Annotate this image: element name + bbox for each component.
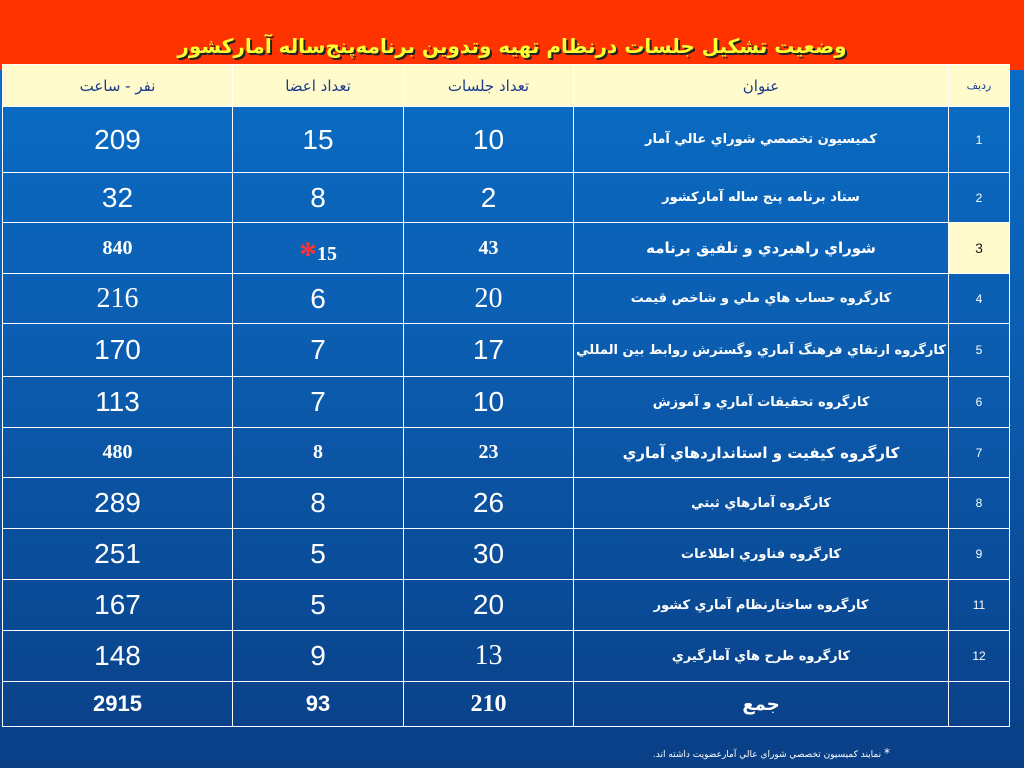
- cell-members: 9: [233, 631, 404, 682]
- cell-title: كارگروه ارتقاي فرهنگ آماري وگسترش روابط بين المللي: [574, 324, 949, 377]
- cell-rank: 9: [949, 529, 1010, 580]
- cell-title: كارگروه فناوري اطلاعات: [574, 529, 949, 580]
- cell-title: ستاد برنامه پنج ساله آماركشور: [574, 173, 949, 223]
- header-members: تعداد اعضا: [233, 65, 404, 107]
- cell-sessions: 20: [404, 274, 574, 324]
- footnote-text: نمايند كميسيون تخصصي شوراي عالي آمارعضويت داشته اند.: [652, 750, 882, 760]
- cell-hours: 480: [3, 428, 233, 478]
- cell-rank: 11: [949, 580, 1010, 631]
- cell-sessions: 2: [404, 173, 574, 223]
- cell-hours: 32: [3, 173, 233, 223]
- total-sessions: 210: [404, 682, 574, 727]
- cell-rank: 2: [949, 173, 1010, 223]
- table-row: [3, 529, 1010, 580]
- cell-hours: 209: [3, 107, 233, 173]
- cell-sessions: 20: [404, 580, 574, 631]
- cell-hours: 251: [3, 529, 233, 580]
- cell-hours: 170: [3, 324, 233, 377]
- cell-hours: 148: [3, 631, 233, 682]
- table-row: [3, 324, 1010, 377]
- cell-members: 15: [233, 107, 404, 173]
- cell-title: كارگروه تحقيقات آماري و آموزش: [574, 377, 949, 428]
- cell-rank: 6: [949, 377, 1010, 428]
- table-row: [3, 631, 1010, 682]
- cell-members: 7: [233, 377, 404, 428]
- cell-sessions: 26: [404, 478, 574, 529]
- table-row: [3, 377, 1010, 428]
- total-hours: 2915: [3, 682, 233, 727]
- cell-rank: 7: [949, 428, 1010, 478]
- cell-sessions: 10: [404, 107, 574, 173]
- cell-members: 7: [233, 324, 404, 377]
- total-members: 93: [233, 682, 404, 727]
- page-title: وضعيت تشكيل جلسات درنظام تهيه وتدوين برنامه‌پنج‌ساله آماركشور: [177, 34, 847, 58]
- cell-hours: 289: [3, 478, 233, 529]
- table-row: [3, 223, 1010, 274]
- table-row: [3, 173, 1010, 223]
- header-hours: نفر - ساعت: [3, 65, 233, 107]
- cell-title: شوراي راهبردي و تلفيق برنامه: [574, 223, 949, 274]
- total-rank-empty: [949, 682, 1010, 727]
- table-row: [3, 107, 1010, 173]
- header-subject: عنوان: [574, 65, 949, 107]
- cell-sessions: 17: [404, 324, 574, 377]
- sessions-table: [2, 64, 1010, 727]
- cell-title: كارگروه آمارهاي ثبتي: [574, 478, 949, 529]
- total-row: [3, 682, 1010, 727]
- cell-members: 8: [233, 478, 404, 529]
- cell-title: كارگروه طرح هاي آمارگيري: [574, 631, 949, 682]
- cell-members: 8: [233, 173, 404, 223]
- table-header-row: [3, 65, 1010, 107]
- header-sessions: تعداد جلسات: [404, 65, 574, 107]
- cell-title: كميسيون تخصصي شوراي عالي آمار: [574, 107, 949, 173]
- cell-members: 5: [233, 580, 404, 631]
- cell-sessions: 23: [404, 428, 574, 478]
- cell-members: 5: [233, 529, 404, 580]
- footnote-mark: *: [884, 746, 890, 760]
- cell-rank: 5: [949, 324, 1010, 377]
- cell-members: 8: [233, 428, 404, 478]
- table-row: [3, 478, 1010, 529]
- cell-sessions: 13: [404, 631, 574, 682]
- cell-sessions: 43: [404, 223, 574, 274]
- cell-hours: 113: [3, 377, 233, 428]
- cell-sessions: 10: [404, 377, 574, 428]
- cell-members-value: 15: [317, 243, 337, 265]
- cell-hours: 216: [3, 274, 233, 324]
- table-row: [3, 580, 1010, 631]
- table-row: [3, 274, 1010, 324]
- cell-rank: 1: [949, 107, 1010, 173]
- cell-rank: 12: [949, 631, 1010, 682]
- cell-rank: 4: [949, 274, 1010, 324]
- asterisk-mark: *: [299, 234, 317, 274]
- cell-members: 6: [233, 274, 404, 324]
- cell-rank: 3: [949, 223, 1010, 274]
- table-row: [3, 428, 1010, 478]
- footnote: [653, 746, 890, 760]
- header-rank: رديف: [949, 65, 1010, 107]
- cell-sessions: 30: [404, 529, 574, 580]
- cell-title: كارگروه ساختارنظام آماري كشور: [574, 580, 949, 631]
- cell-rank: 8: [949, 478, 1010, 529]
- cell-hours: 840: [3, 223, 233, 274]
- total-label: جمع: [574, 682, 949, 727]
- cell-title: كارگروه كيفيت و استانداردهاي آماري: [574, 428, 949, 478]
- cell-hours: 167: [3, 580, 233, 631]
- cell-members: [233, 223, 404, 274]
- cell-title: كارگروه حساب هاي ملي و شاخص قيمت: [574, 274, 949, 324]
